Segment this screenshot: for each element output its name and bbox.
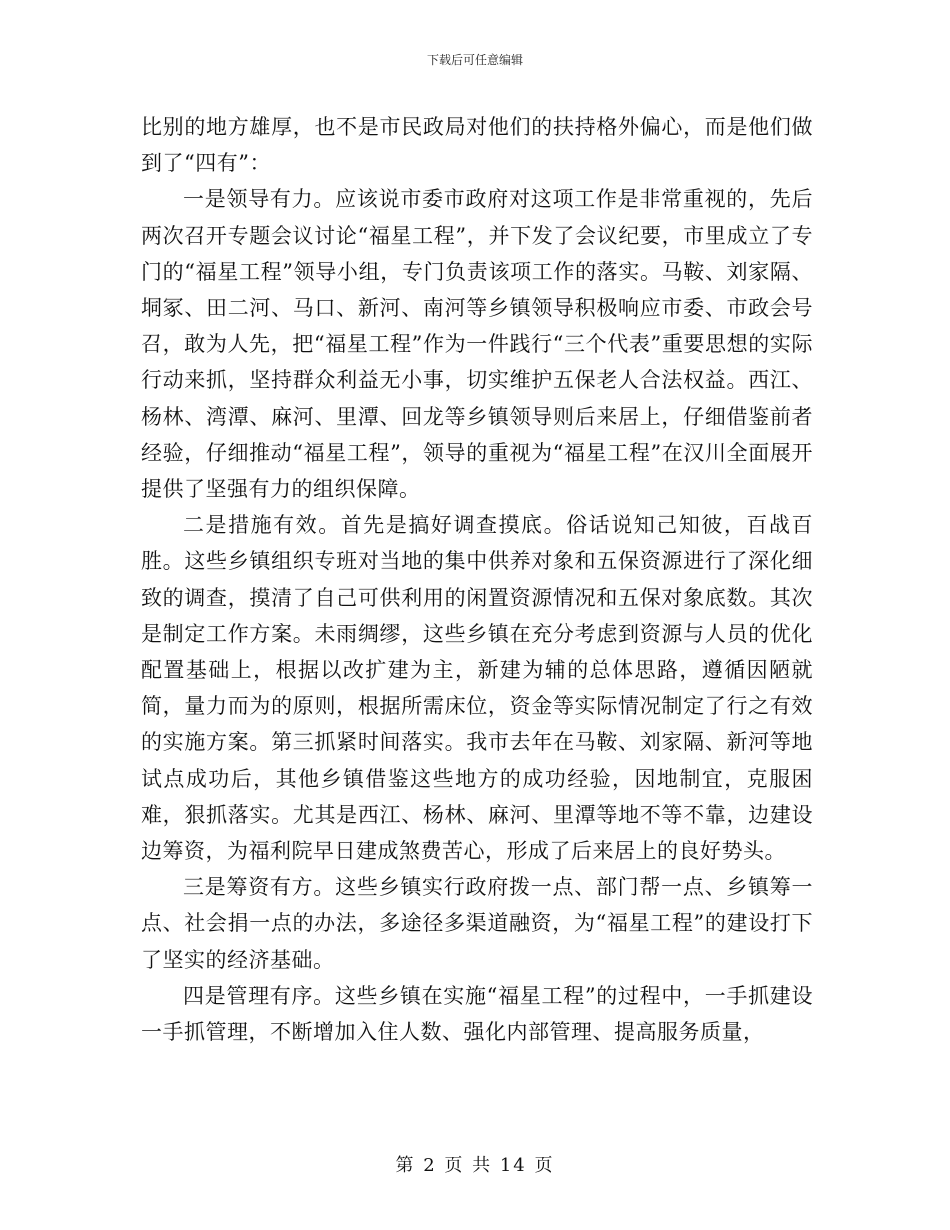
paragraph-management: 四是管理有序。这些乡镇在实施“福星工程”的过程中，一手抓建设一手抓管理，不断增加入住人数、强化内部管理、提高服务质量， — [141, 983, 813, 1045]
paragraph-leadership: 一是领导有力。应该说市委市政府对这项工作是非常重视的，先后两次召开专题会议讨论“福星工程”，并下发了会议纪要，市里成立了专门的“福星工程”领导小组，专门负责该项工作的落实。马鞍、刘家隔、垌冢、田二河、马口、新河、南河等乡镇领导积极响应市委、市政会号召，敢为人先，把“福星工程”作为一件践行“三个代表”重要思想的实际行动来抓，坚持群众利益无小事，切实维护五保老人合法权益。西江、杨林、湾潭、麻河、里潭、回龙等乡镇领导则后来居上，仔细借鉴前者经验，仔细推动“福星工程”，领导的重视为“福星工程”在汉川全面展开提供了坚强有力的组织保障。 — [141, 187, 813, 502]
page-number: 第 2 页 共 14 页 — [395, 1155, 555, 1176]
paragraph-measures: 二是措施有效。首先是搞好调查摸底。俗话说知己知彼，百战百胜。这些乡镇组织专班对当地的集中供养对象和五保资源进行了深化细致的调查，摸清了自己可供利用的闲置资源情况和五保对象底数。其次是制定工作方案。未雨绸缪，这些乡镇在充分考虑到资源与人员的优化配置基础上，根据以改扩建为主，新建为辅的总体思路，遵循因陋就简，量力而为的原则，根据所需床位，资金等实际情况制定了行之有效的实施方案。第三抓紧时间落实。我市去年在马鞍、刘家隔、新河等地试点成功后，其他乡镇借鉴这些地方的成功经验，因地制宜，克服困难，狠抓落实。尤其是西江、杨林、麻河、里潭等地不等不靠，边建设边筹资，为福利院早日建成煞费苦心，形成了后来居上的良好势头。 — [141, 513, 813, 864]
page-header-note: 下载后可任意编辑 — [426, 53, 523, 67]
document-body — [141, 109, 813, 1050]
paragraph-funding: 三是筹资有方。这些乡镇实行政府拨一点、部门帮一点、乡镇筹一点、社会捐一点的办法，多途径多渠道融资，为“福星工程”的建设打下了坚实的经济基础。 — [141, 875, 813, 972]
paragraph-continuation: 比别的地方雄厚，也不是市民政局对他们的扶持格外偏心，而是他们做到了“四有”： — [141, 115, 813, 176]
